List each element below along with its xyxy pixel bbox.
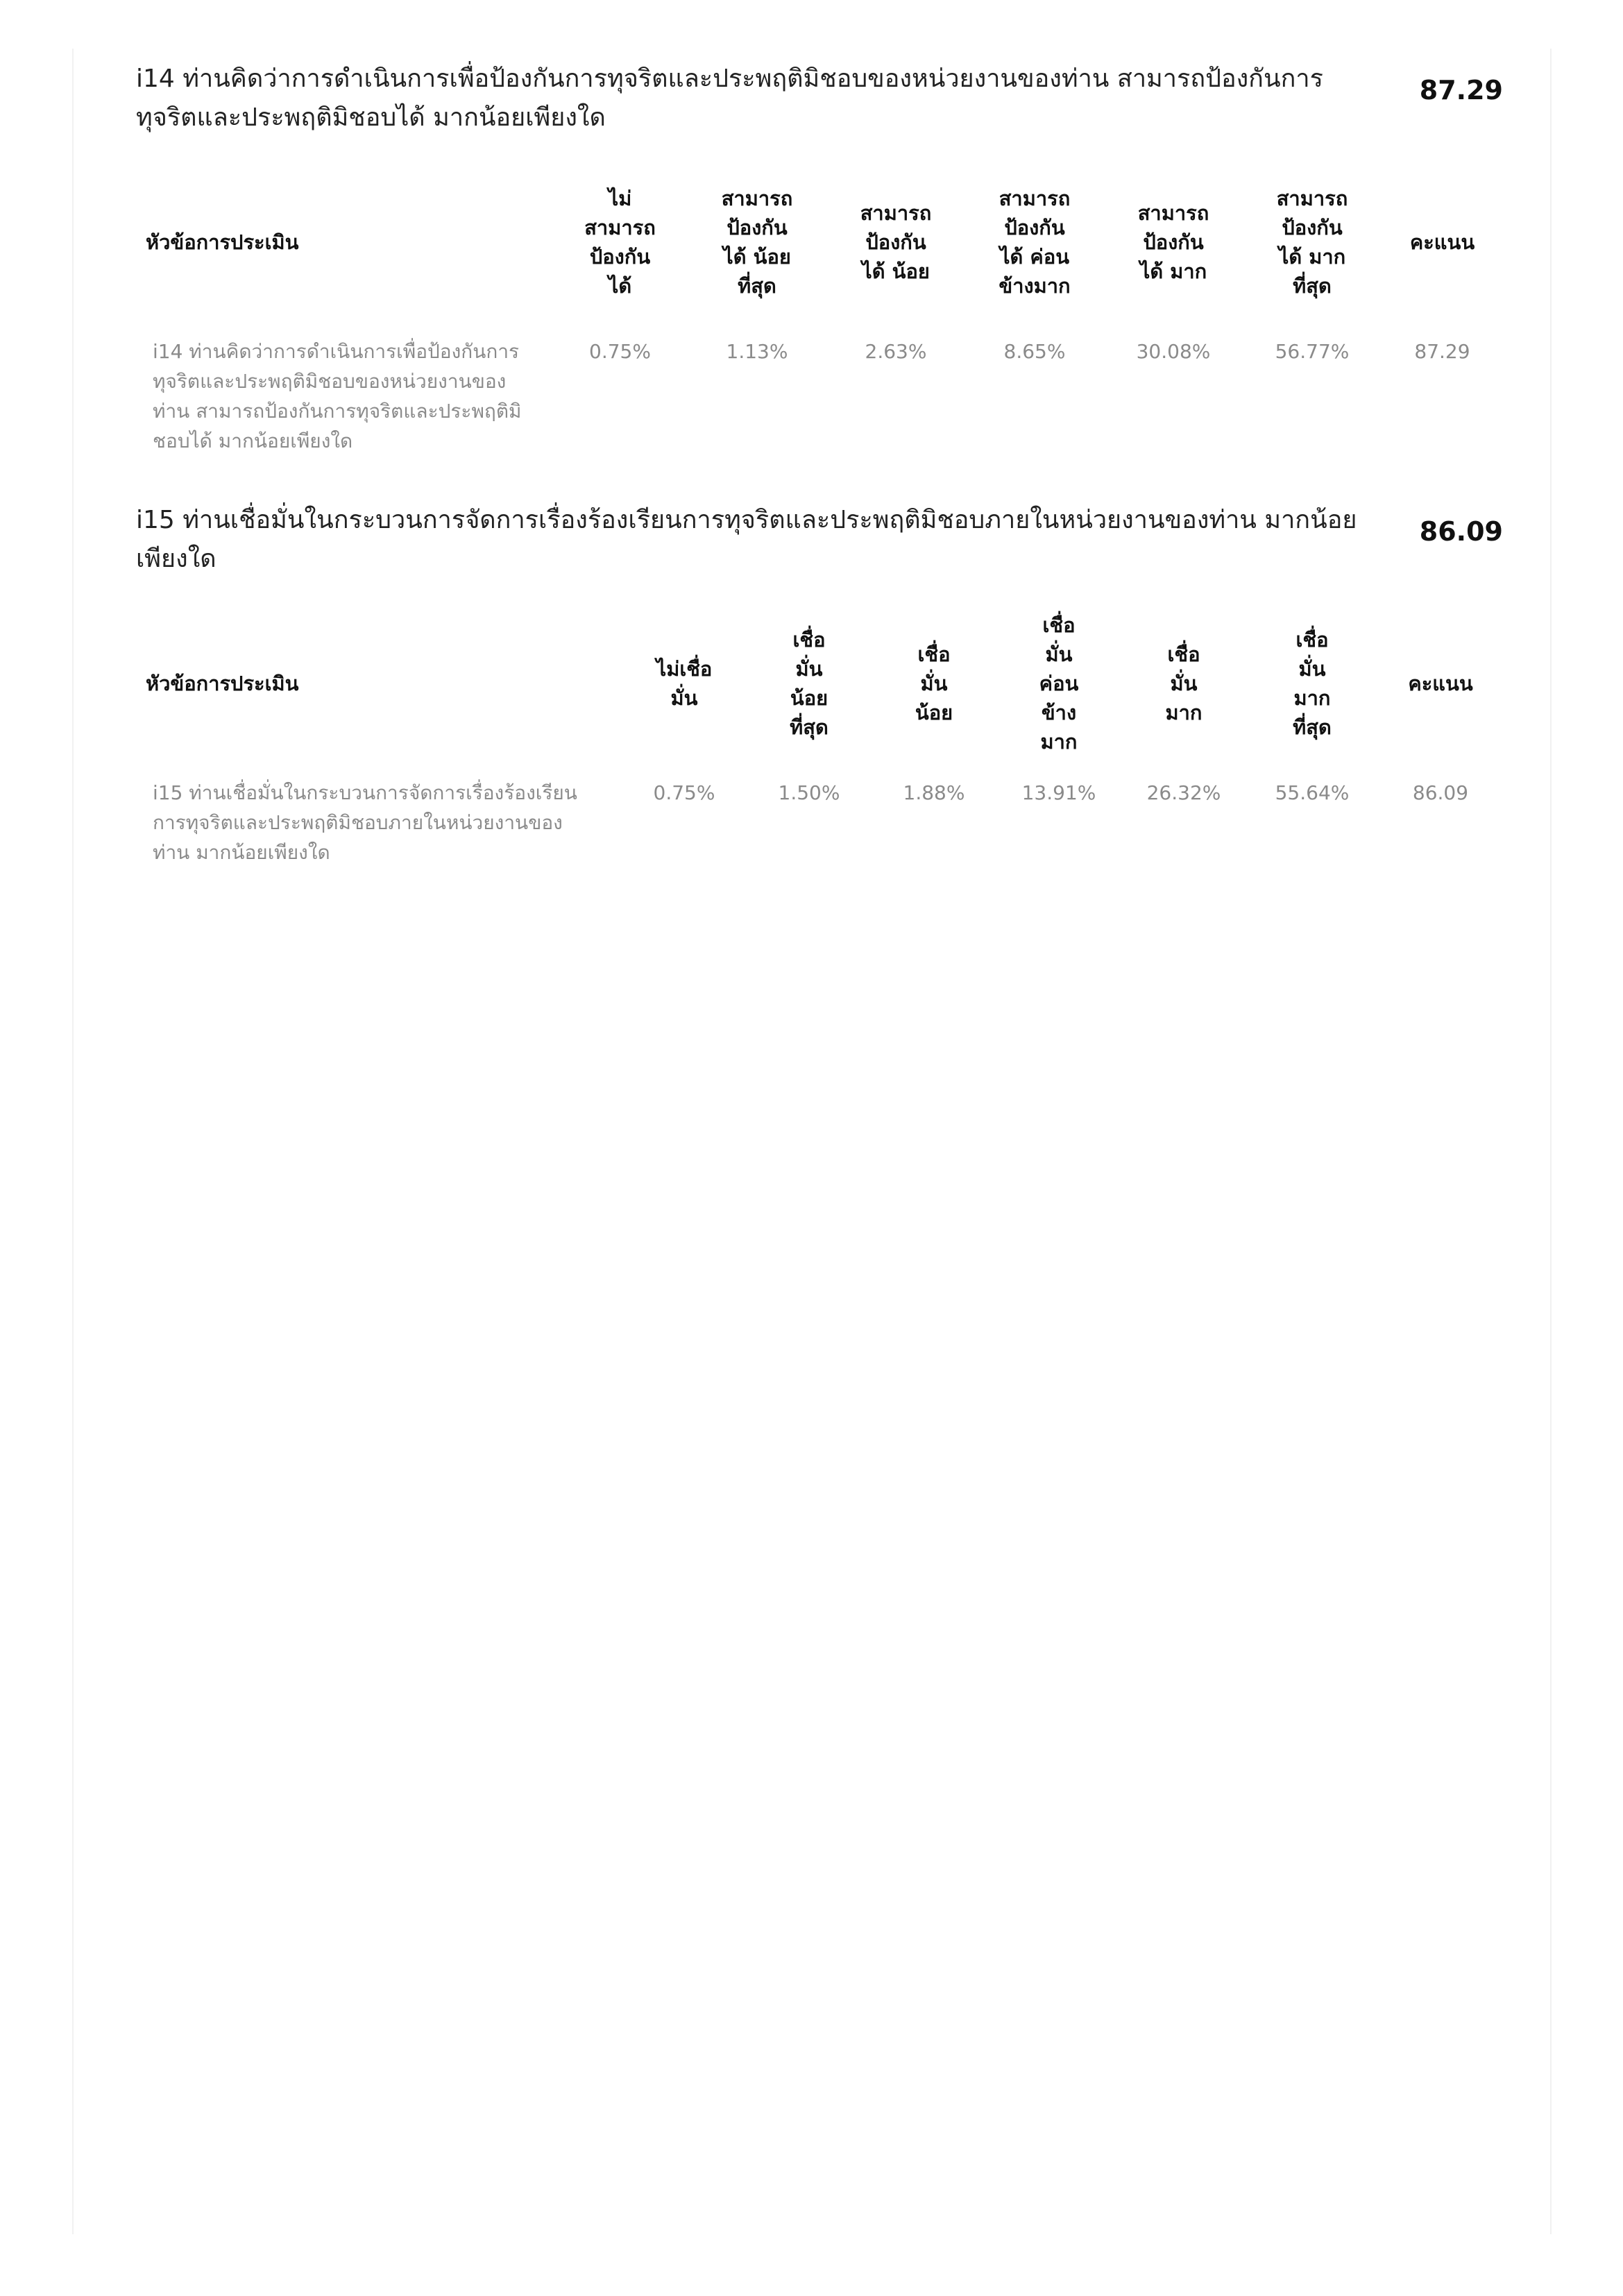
header-option: สามารถป้องกันได้ น้อย [860, 201, 932, 283]
row-value: 1.50% [778, 781, 840, 804]
header-option: สามารถป้องกันได้ มาก [1137, 201, 1209, 283]
row-value: 30.08% [1136, 340, 1211, 363]
header-item: หัวข้อการประเมิน [146, 230, 299, 254]
question-section-i15 [136, 501, 1503, 890]
row-value: 13.91% [1021, 781, 1096, 804]
header-option: ไม่สามารถป้องกันได้ [584, 186, 656, 298]
question-score: 86.09 [1419, 516, 1503, 547]
question-title: i14 ท่านคิดว่าการดำเนินการเพื่อป้องกันการทุจริตและประพฤติมิชอบของหน่วยงานของท่าน สามารถป้องกันการทุจริตและประพฤติมิชอบได้ มากน้อยเพียงใด [136, 65, 1323, 132]
row-value: 55.64% [1275, 781, 1350, 804]
table-row [136, 768, 1503, 867]
header-item: หัวข้อการประเมิน [146, 671, 299, 695]
header-option: สามารถป้องกันได้ ค่อนข้างมาก [999, 186, 1071, 298]
row-value: 8.65% [1003, 340, 1066, 363]
row-value: 26.32% [1146, 781, 1221, 804]
header-option: เชื่อมั่น น้อย [915, 642, 953, 724]
question-score: 87.29 [1419, 75, 1503, 105]
row-item-text: i14 ท่านคิดว่าการดำเนินการเพื่อป้องกันการทุจริตและประพฤติมิชอบของหน่วยงานของท่าน สามารถป้องกันการทุจริตและประพฤติมิชอบได้ มากน้อยเพียงใด [153, 340, 522, 452]
header-option: สามารถป้องกันได้ มากที่สุด [1276, 186, 1348, 298]
row-value: 56.77% [1275, 340, 1350, 363]
header-option: ไม่เชื่อมั่น [656, 656, 713, 710]
page-edge-right [1550, 49, 1552, 2234]
evaluation-table [136, 157, 1503, 456]
question-title: i15 ท่านเชื่อมั่นในกระบวนการจัดการเรื่องร้องเรียนการทุจริตและประพฤติมิชอบภายในหน่วยงานของท่าน มากน้อยเพียงใด [136, 506, 1357, 573]
header-score: คะแนน [1408, 671, 1473, 695]
row-item-text: i15 ท่านเชื่อมั่นในกระบวนการจัดการเรื่องร้องเรียนการทุจริตและประพฤติมิชอบภายในหน่วยงานของท่าน มากน้อยเพียงใด [153, 781, 577, 864]
table-header-row [136, 598, 1503, 768]
header-option: เชื่อมั่น มากที่สุด [1293, 627, 1332, 739]
row-value: 0.75% [589, 340, 651, 363]
header-option: สามารถป้องกันได้ น้อยที่สุด [721, 186, 793, 298]
header-option: เชื่อมั่น มาก [1165, 642, 1203, 724]
row-value: 1.88% [903, 781, 965, 804]
header-option: เชื่อมั่น ค่อนข้างมาก [1039, 613, 1079, 754]
table-row [136, 327, 1503, 456]
row-value: 0.75% [653, 781, 715, 804]
row-score: 87.29 [1414, 340, 1470, 363]
header-option: เชื่อมั่น น้อยที่สุด [790, 627, 829, 739]
table-header-row [136, 157, 1503, 327]
row-value: 2.63% [865, 340, 927, 363]
page-edge-left [72, 49, 74, 2234]
question-section-i14 [136, 60, 1503, 476]
evaluation-table [136, 598, 1503, 867]
row-score: 86.09 [1412, 781, 1469, 804]
header-score: คะแนน [1409, 230, 1475, 254]
row-value: 1.13% [726, 340, 788, 363]
